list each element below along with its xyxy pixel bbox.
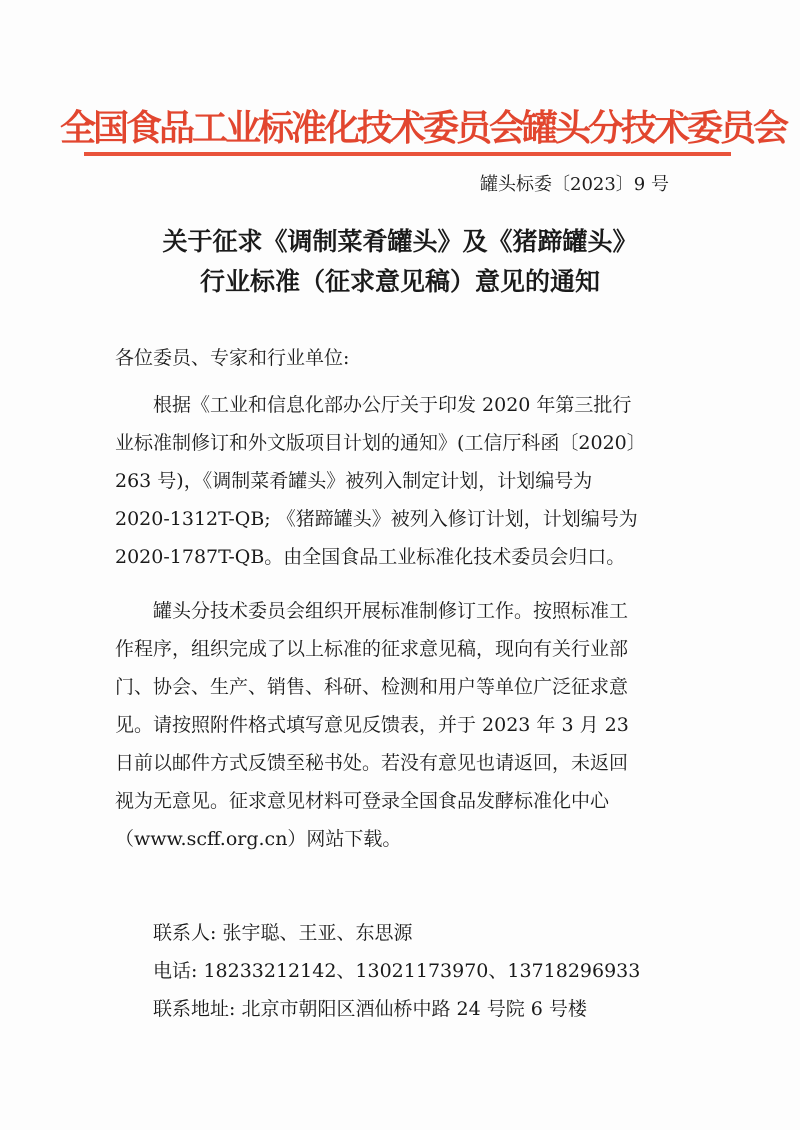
paragraph-1-line: 2020-1312T-QB; 《猪蹄罐头》被列入修订计划，计划编号为	[115, 508, 638, 530]
header-divider	[84, 152, 731, 156]
paragraph-2-line: 见。请按照附件格式填写意见反馈表，并于 2023 年 3 月 23	[115, 714, 629, 736]
contact-address: 联系地址: 北京市朝阳区酒仙桥中路 24 号院 6 号楼	[115, 998, 587, 1020]
paragraph-1-line: 根据《工业和信息化部办公厅关于印发 2020 年第三批行	[115, 394, 632, 416]
paragraph-2-line: 视为无意见。征求意见材料可登录全国食品发酵标准化中心	[115, 790, 610, 812]
paragraph-2-line: 日前以邮件方式反馈至秘书处。若没有意见也请返回，未返回	[115, 752, 629, 774]
paragraph-1-line: 业标准制修订和外文版项目计划的通知》(工信厅科函〔2020〕	[115, 432, 646, 454]
org-header-title: 全国食品工业标准化技术委员会罐头分技术委员会	[60, 107, 787, 149]
paragraph-1-line: 263 号)，《调制菜肴罐头》被列入制定计划，计划编号为	[115, 470, 593, 492]
document-number: 罐头标委〔2023〕9 号	[480, 174, 669, 195]
contact-persons: 联系人: 张宇聪、王亚、东思源	[115, 922, 413, 944]
paragraph-2-line: 罐头分技术委员会组织开展标准制修订工作。按照标准工	[115, 600, 629, 622]
salutation: 各位委员、专家和行业单位:	[115, 347, 350, 369]
notice-title-line-1: 关于征求《调制菜肴罐头》及《猪蹄罐头》	[162, 227, 638, 256]
paragraph-2-line: 作程序，组织完成了以上标准的征求意见稿，现向有关行业部	[115, 638, 629, 660]
notice-title-line-2: 行业标准（征求意见稿）意见的通知	[199, 267, 600, 296]
paragraph-1-line: 2020-1787T-QB。由全国食品工业标准化技术委员会归口。	[115, 546, 626, 568]
contact-phone: 电话: 18233212142、13021173970、13718296933	[115, 960, 641, 982]
paragraph-2-line: （www.scff.org.cn）网站下载。	[115, 828, 402, 850]
paragraph-2-line: 门、协会、生产、销售、科研、检测和用户等单位广泛征求意	[115, 676, 629, 698]
